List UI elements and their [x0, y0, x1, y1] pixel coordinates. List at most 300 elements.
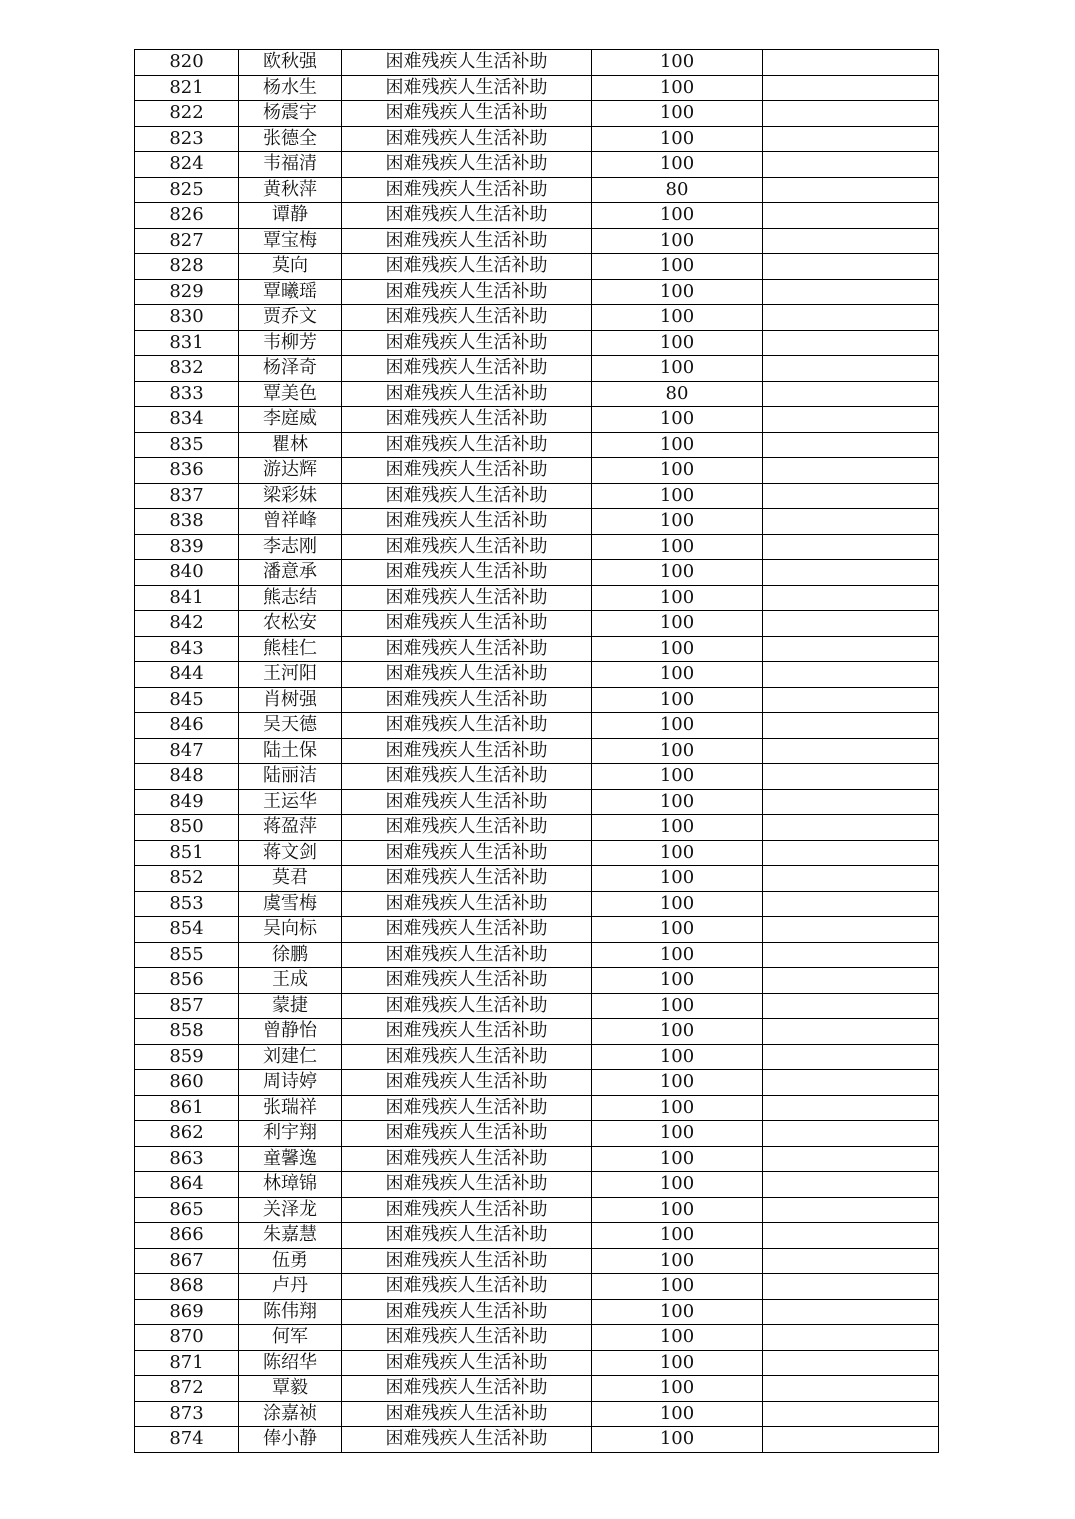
- amount-cell: 100: [592, 1223, 763, 1249]
- table-row: [135, 840, 939, 866]
- remarks-cell: [763, 840, 939, 866]
- remarks-cell: [763, 356, 939, 382]
- amount-cell: 100: [592, 866, 763, 892]
- amount-cell: 100: [592, 1197, 763, 1223]
- remarks-cell: [763, 228, 939, 254]
- recipient-name-cell: 虞雪梅: [239, 891, 342, 917]
- table-row: [135, 1223, 939, 1249]
- amount-cell: 100: [592, 534, 763, 560]
- recipient-name-cell: 黄秋萍: [239, 177, 342, 203]
- table-row: [135, 1019, 939, 1045]
- remarks-cell: [763, 1019, 939, 1045]
- amount-cell: 100: [592, 942, 763, 968]
- recipient-name-cell: 潘意承: [239, 560, 342, 586]
- subsidy-item-cell: 困难残疾人生活补助: [342, 305, 592, 331]
- recipient-name-cell: 肖树强: [239, 687, 342, 713]
- recipient-name-cell: 俸小静: [239, 1427, 342, 1453]
- amount-cell: 100: [592, 764, 763, 790]
- table-row: [135, 1172, 939, 1198]
- amount-cell: 100: [592, 1019, 763, 1045]
- table-row: [135, 891, 939, 917]
- recipient-name-cell: 熊志结: [239, 585, 342, 611]
- remarks-cell: [763, 1401, 939, 1427]
- row-number-cell: 822: [135, 101, 239, 127]
- amount-cell: 100: [592, 789, 763, 815]
- table-row: [135, 1401, 939, 1427]
- row-number-cell: 834: [135, 407, 239, 433]
- remarks-cell: [763, 254, 939, 280]
- remarks-cell: [763, 458, 939, 484]
- row-number-cell: 835: [135, 432, 239, 458]
- recipient-name-cell: 朱嘉慧: [239, 1223, 342, 1249]
- table-row: [135, 279, 939, 305]
- row-number-cell: 824: [135, 152, 239, 178]
- row-number-cell: 857: [135, 993, 239, 1019]
- recipient-name-cell: 陈伟翔: [239, 1299, 342, 1325]
- recipient-name-cell: 游达辉: [239, 458, 342, 484]
- table-row: [135, 611, 939, 637]
- row-number-cell: 825: [135, 177, 239, 203]
- subsidy-item-cell: 困难残疾人生活补助: [342, 534, 592, 560]
- subsidy-item-cell: 困难残疾人生活补助: [342, 636, 592, 662]
- recipient-name-cell: 吴天德: [239, 713, 342, 739]
- row-number-cell: 855: [135, 942, 239, 968]
- subsidy-item-cell: 困难残疾人生活补助: [342, 279, 592, 305]
- remarks-cell: [763, 1350, 939, 1376]
- amount-cell: 100: [592, 483, 763, 509]
- remarks-cell: [763, 713, 939, 739]
- subsidy-item-cell: 困难残疾人生活补助: [342, 840, 592, 866]
- recipient-name-cell: 陆丽洁: [239, 764, 342, 790]
- remarks-cell: [763, 1376, 939, 1402]
- row-number-cell: 867: [135, 1248, 239, 1274]
- subsidy-item-cell: 困难残疾人生活补助: [342, 891, 592, 917]
- remarks-cell: [763, 152, 939, 178]
- amount-cell: 80: [592, 177, 763, 203]
- table-row: [135, 789, 939, 815]
- row-number-cell: 831: [135, 330, 239, 356]
- recipient-name-cell: 涂嘉祯: [239, 1401, 342, 1427]
- table-row: [135, 560, 939, 586]
- subsidy-item-cell: 困难残疾人生活补助: [342, 1427, 592, 1453]
- amount-cell: 100: [592, 254, 763, 280]
- recipient-name-cell: 李庭威: [239, 407, 342, 433]
- table-row: [135, 152, 939, 178]
- table-row: [135, 585, 939, 611]
- amount-cell: 100: [592, 279, 763, 305]
- recipient-name-cell: 贾乔文: [239, 305, 342, 331]
- recipient-name-cell: 王成: [239, 968, 342, 994]
- amount-cell: 100: [592, 611, 763, 637]
- remarks-cell: [763, 1146, 939, 1172]
- row-number-cell: 863: [135, 1146, 239, 1172]
- remarks-cell: [763, 534, 939, 560]
- table-row: [135, 1299, 939, 1325]
- remarks-cell: [763, 917, 939, 943]
- table-row: [135, 636, 939, 662]
- table-row: [135, 815, 939, 841]
- recipient-name-cell: 梁彩妹: [239, 483, 342, 509]
- row-number-cell: 868: [135, 1274, 239, 1300]
- recipient-name-cell: 覃宝梅: [239, 228, 342, 254]
- remarks-cell: [763, 1325, 939, 1351]
- row-number-cell: 832: [135, 356, 239, 382]
- amount-cell: 100: [592, 968, 763, 994]
- remarks-cell: [763, 993, 939, 1019]
- remarks-cell: [763, 1044, 939, 1070]
- row-number-cell: 861: [135, 1095, 239, 1121]
- recipient-name-cell: 何军: [239, 1325, 342, 1351]
- recipient-name-cell: 陈绍华: [239, 1350, 342, 1376]
- recipient-name-cell: 农松安: [239, 611, 342, 637]
- subsidy-item-cell: 困难残疾人生活补助: [342, 1095, 592, 1121]
- recipient-name-cell: 覃曦瑶: [239, 279, 342, 305]
- amount-cell: 100: [592, 1095, 763, 1121]
- amount-cell: 100: [592, 432, 763, 458]
- amount-cell: 100: [592, 1172, 763, 1198]
- amount-cell: 100: [592, 458, 763, 484]
- remarks-cell: [763, 764, 939, 790]
- table-row: [135, 356, 939, 382]
- row-number-cell: 829: [135, 279, 239, 305]
- subsidy-item-cell: 困难残疾人生活补助: [342, 815, 592, 841]
- amount-cell: 100: [592, 1274, 763, 1300]
- table-row: [135, 381, 939, 407]
- subsidy-item-cell: 困难残疾人生活补助: [342, 1248, 592, 1274]
- subsidy-item-cell: 困难残疾人生活补助: [342, 713, 592, 739]
- amount-cell: 100: [592, 1350, 763, 1376]
- row-number-cell: 852: [135, 866, 239, 892]
- amount-cell: 100: [592, 891, 763, 917]
- amount-cell: 100: [592, 228, 763, 254]
- row-number-cell: 860: [135, 1070, 239, 1096]
- amount-cell: 100: [592, 585, 763, 611]
- subsidy-item-cell: 困难残疾人生活补助: [342, 432, 592, 458]
- remarks-cell: [763, 1070, 939, 1096]
- table-row: [135, 1350, 939, 1376]
- row-number-cell: 859: [135, 1044, 239, 1070]
- row-number-cell: 826: [135, 203, 239, 229]
- table-row: [135, 866, 939, 892]
- remarks-cell: [763, 1121, 939, 1147]
- table-row: [135, 458, 939, 484]
- recipient-name-cell: 关泽龙: [239, 1197, 342, 1223]
- subsidy-item-cell: 困难残疾人生活补助: [342, 662, 592, 688]
- row-number-cell: 848: [135, 764, 239, 790]
- amount-cell: 100: [592, 560, 763, 586]
- amount-cell: 100: [592, 1044, 763, 1070]
- row-number-cell: 841: [135, 585, 239, 611]
- remarks-cell: [763, 483, 939, 509]
- row-number-cell: 836: [135, 458, 239, 484]
- subsidy-item-cell: 困难残疾人生活补助: [342, 254, 592, 280]
- remarks-cell: [763, 432, 939, 458]
- table-row: [135, 126, 939, 152]
- subsidy-item-cell: 困难残疾人生活补助: [342, 1146, 592, 1172]
- subsidy-item-cell: 困难残疾人生活补助: [342, 585, 592, 611]
- table-row: [135, 993, 939, 1019]
- subsidy-item-cell: 困难残疾人生活补助: [342, 1401, 592, 1427]
- recipient-name-cell: 张德全: [239, 126, 342, 152]
- row-number-cell: 856: [135, 968, 239, 994]
- remarks-cell: [763, 126, 939, 152]
- amount-cell: 100: [592, 101, 763, 127]
- recipient-name-cell: 吴向标: [239, 917, 342, 943]
- recipient-name-cell: 蒋文剑: [239, 840, 342, 866]
- remarks-cell: [763, 866, 939, 892]
- remarks-cell: [763, 789, 939, 815]
- subsidy-item-cell: 困难残疾人生活补助: [342, 1172, 592, 1198]
- recipient-name-cell: 杨泽奇: [239, 356, 342, 382]
- table-row: [135, 917, 939, 943]
- amount-cell: 100: [592, 407, 763, 433]
- remarks-cell: [763, 662, 939, 688]
- row-number-cell: 872: [135, 1376, 239, 1402]
- remarks-cell: [763, 687, 939, 713]
- row-number-cell: 827: [135, 228, 239, 254]
- table-row: [135, 534, 939, 560]
- recipient-name-cell: 周诗婷: [239, 1070, 342, 1096]
- row-number-cell: 828: [135, 254, 239, 280]
- recipient-name-cell: 莫君: [239, 866, 342, 892]
- row-number-cell: 869: [135, 1299, 239, 1325]
- row-number-cell: 853: [135, 891, 239, 917]
- amount-cell: 100: [592, 1376, 763, 1402]
- table-row: [135, 1095, 939, 1121]
- amount-cell: 100: [592, 840, 763, 866]
- amount-cell: 100: [592, 1325, 763, 1351]
- amount-cell: 100: [592, 75, 763, 101]
- subsidy-item-cell: 困难残疾人生活补助: [342, 917, 592, 943]
- subsidy-item-cell: 困难残疾人生活补助: [342, 1044, 592, 1070]
- subsidy-item-cell: 困难残疾人生活补助: [342, 1070, 592, 1096]
- row-number-cell: 837: [135, 483, 239, 509]
- table-row: [135, 1274, 939, 1300]
- remarks-cell: [763, 1248, 939, 1274]
- subsidy-item-cell: 困难残疾人生活补助: [342, 1325, 592, 1351]
- recipient-name-cell: 童馨逸: [239, 1146, 342, 1172]
- table-row: [135, 407, 939, 433]
- amount-cell: 100: [592, 126, 763, 152]
- row-number-cell: 865: [135, 1197, 239, 1223]
- recipient-name-cell: 曾静怡: [239, 1019, 342, 1045]
- subsidy-item-cell: 困难残疾人生活补助: [342, 152, 592, 178]
- remarks-cell: [763, 509, 939, 535]
- subsidy-item-cell: 困难残疾人生活补助: [342, 560, 592, 586]
- remarks-cell: [763, 891, 939, 917]
- amount-cell: 100: [592, 917, 763, 943]
- amount-cell: 100: [592, 1248, 763, 1274]
- row-number-cell: 871: [135, 1350, 239, 1376]
- remarks-cell: [763, 1223, 939, 1249]
- amount-cell: 100: [592, 815, 763, 841]
- subsidy-item-cell: 困难残疾人生活补助: [342, 1274, 592, 1300]
- recipient-name-cell: 李志刚: [239, 534, 342, 560]
- recipient-name-cell: 利宇翔: [239, 1121, 342, 1147]
- row-number-cell: 823: [135, 126, 239, 152]
- recipient-name-cell: 谭静: [239, 203, 342, 229]
- subsidy-item-cell: 困难残疾人生活补助: [342, 1350, 592, 1376]
- table-row: [135, 942, 939, 968]
- remarks-cell: [763, 968, 939, 994]
- subsidy-item-cell: 困难残疾人生活补助: [342, 789, 592, 815]
- row-number-cell: 874: [135, 1427, 239, 1453]
- remarks-cell: [763, 942, 939, 968]
- remarks-cell: [763, 1197, 939, 1223]
- subsidy-item-cell: 困难残疾人生活补助: [342, 993, 592, 1019]
- table-row: [135, 101, 939, 127]
- amount-cell: 100: [592, 203, 763, 229]
- remarks-cell: [763, 330, 939, 356]
- row-number-cell: 866: [135, 1223, 239, 1249]
- row-number-cell: 830: [135, 305, 239, 331]
- recipient-name-cell: 杨震宇: [239, 101, 342, 127]
- amount-cell: 100: [592, 509, 763, 535]
- amount-cell: 100: [592, 1401, 763, 1427]
- subsidy-table-body: [135, 50, 939, 1453]
- amount-cell: 100: [592, 305, 763, 331]
- remarks-cell: [763, 1172, 939, 1198]
- amount-cell: 80: [592, 381, 763, 407]
- recipient-name-cell: 瞿林: [239, 432, 342, 458]
- remarks-cell: [763, 177, 939, 203]
- recipient-name-cell: 熊桂仁: [239, 636, 342, 662]
- row-number-cell: 846: [135, 713, 239, 739]
- amount-cell: 100: [592, 738, 763, 764]
- recipient-name-cell: 卢丹: [239, 1274, 342, 1300]
- table-row: [135, 968, 939, 994]
- table-row: [135, 738, 939, 764]
- subsidy-item-cell: 困难残疾人生活补助: [342, 968, 592, 994]
- table-row: [135, 228, 939, 254]
- subsidy-item-cell: 困难残疾人生活补助: [342, 381, 592, 407]
- subsidy-item-cell: 困难残疾人生活补助: [342, 611, 592, 637]
- remarks-cell: [763, 279, 939, 305]
- subsidy-item-cell: 困难残疾人生活补助: [342, 483, 592, 509]
- table-row: [135, 177, 939, 203]
- row-number-cell: 847: [135, 738, 239, 764]
- recipient-name-cell: 王河阳: [239, 662, 342, 688]
- subsidy-item-cell: 困难残疾人生活补助: [342, 50, 592, 76]
- amount-cell: 100: [592, 356, 763, 382]
- subsidy-item-cell: 困难残疾人生活补助: [342, 458, 592, 484]
- table-row: [135, 305, 939, 331]
- recipient-name-cell: 张瑞祥: [239, 1095, 342, 1121]
- amount-cell: 100: [592, 713, 763, 739]
- recipient-name-cell: 韦福清: [239, 152, 342, 178]
- table-row: [135, 764, 939, 790]
- remarks-cell: [763, 1299, 939, 1325]
- row-number-cell: 833: [135, 381, 239, 407]
- row-number-cell: 838: [135, 509, 239, 535]
- subsidy-item-cell: 困难残疾人生活补助: [342, 866, 592, 892]
- subsidy-item-cell: 困难残疾人生活补助: [342, 1019, 592, 1045]
- row-number-cell: 843: [135, 636, 239, 662]
- table-row: [135, 1146, 939, 1172]
- subsidy-item-cell: 困难残疾人生活补助: [342, 330, 592, 356]
- recipient-name-cell: 莫向: [239, 254, 342, 280]
- recipient-name-cell: 伍勇: [239, 1248, 342, 1274]
- table-row: [135, 509, 939, 535]
- row-number-cell: 862: [135, 1121, 239, 1147]
- row-number-cell: 839: [135, 534, 239, 560]
- subsidy-item-cell: 困难残疾人生活补助: [342, 228, 592, 254]
- row-number-cell: 845: [135, 687, 239, 713]
- subsidy-item-cell: 困难残疾人生活补助: [342, 177, 592, 203]
- subsidy-item-cell: 困难残疾人生活补助: [342, 75, 592, 101]
- subsidy-item-cell: 困难残疾人生活补助: [342, 101, 592, 127]
- table-row: [135, 203, 939, 229]
- row-number-cell: 854: [135, 917, 239, 943]
- remarks-cell: [763, 815, 939, 841]
- remarks-cell: [763, 1095, 939, 1121]
- remarks-cell: [763, 611, 939, 637]
- remarks-cell: [763, 203, 939, 229]
- table-row: [135, 75, 939, 101]
- remarks-cell: [763, 407, 939, 433]
- subsidy-item-cell: 困难残疾人生活补助: [342, 687, 592, 713]
- table-row: [135, 483, 939, 509]
- amount-cell: 100: [592, 152, 763, 178]
- recipient-name-cell: 蒙捷: [239, 993, 342, 1019]
- table-row: [135, 687, 939, 713]
- recipient-name-cell: 覃美色: [239, 381, 342, 407]
- subsidy-item-cell: 困难残疾人生活补助: [342, 1299, 592, 1325]
- subsidy-item-cell: 困难残疾人生活补助: [342, 1223, 592, 1249]
- table-row: [135, 1070, 939, 1096]
- subsidy-table: [134, 49, 939, 1453]
- recipient-name-cell: 徐鹏: [239, 942, 342, 968]
- table-row: [135, 662, 939, 688]
- row-number-cell: 858: [135, 1019, 239, 1045]
- remarks-cell: [763, 1274, 939, 1300]
- recipient-name-cell: 杨水生: [239, 75, 342, 101]
- remarks-cell: [763, 636, 939, 662]
- remarks-cell: [763, 381, 939, 407]
- remarks-cell: [763, 305, 939, 331]
- recipient-name-cell: 林璋锦: [239, 1172, 342, 1198]
- recipient-name-cell: 韦柳芳: [239, 330, 342, 356]
- recipient-name-cell: 覃毅: [239, 1376, 342, 1402]
- remarks-cell: [763, 738, 939, 764]
- row-number-cell: 851: [135, 840, 239, 866]
- remarks-cell: [763, 50, 939, 76]
- table-row: [135, 432, 939, 458]
- recipient-name-cell: 欧秋强: [239, 50, 342, 76]
- row-number-cell: 844: [135, 662, 239, 688]
- remarks-cell: [763, 101, 939, 127]
- row-number-cell: 849: [135, 789, 239, 815]
- table-row: [135, 1248, 939, 1274]
- subsidy-item-cell: 困难残疾人生活补助: [342, 203, 592, 229]
- remarks-cell: [763, 585, 939, 611]
- remarks-cell: [763, 1427, 939, 1453]
- amount-cell: 100: [592, 330, 763, 356]
- amount-cell: 100: [592, 50, 763, 76]
- row-number-cell: 821: [135, 75, 239, 101]
- amount-cell: 100: [592, 1427, 763, 1453]
- row-number-cell: 870: [135, 1325, 239, 1351]
- row-number-cell: 840: [135, 560, 239, 586]
- subsidy-item-cell: 困难残疾人生活补助: [342, 1376, 592, 1402]
- recipient-name-cell: 刘建仁: [239, 1044, 342, 1070]
- row-number-cell: 873: [135, 1401, 239, 1427]
- amount-cell: 100: [592, 662, 763, 688]
- row-number-cell: 842: [135, 611, 239, 637]
- subsidy-item-cell: 困难残疾人生活补助: [342, 738, 592, 764]
- amount-cell: 100: [592, 1121, 763, 1147]
- table-row: [135, 1197, 939, 1223]
